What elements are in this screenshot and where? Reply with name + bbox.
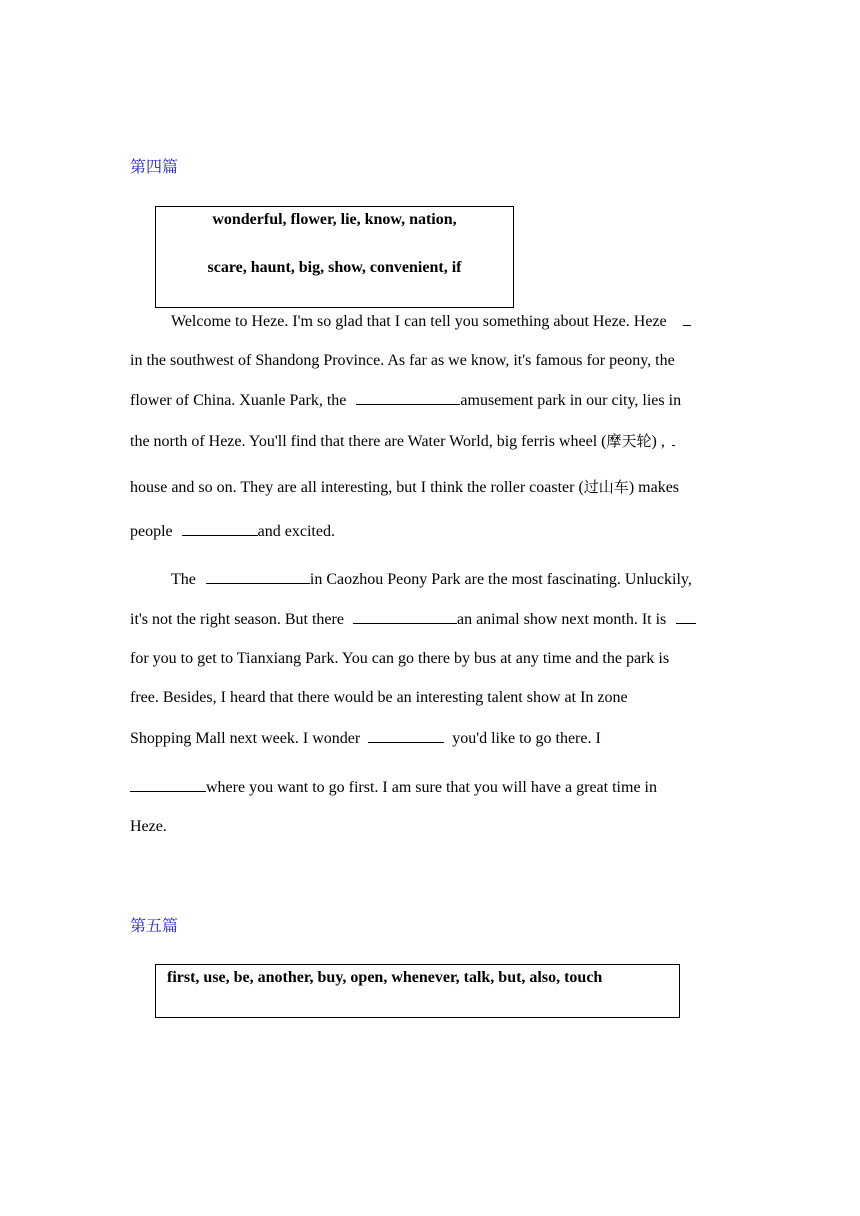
answer-blank-9[interactable]	[130, 777, 206, 792]
answer-blank-3[interactable]	[672, 431, 675, 446]
passage-text: flower of China. Xuanle Park, the	[130, 392, 347, 409]
passage-text: ) makes	[628, 479, 680, 496]
passage-line-3	[130, 390, 730, 411]
passage-line-9: for you to get to Tianxiang Park. You can go there by bus at any time and the park is	[130, 650, 670, 667]
passage-text: people	[130, 523, 173, 540]
passage-line-12	[130, 777, 730, 798]
passage-line-1	[130, 311, 730, 332]
passage-line-2: in the southwest of Shandong Province. As far as we know, it's famous for peony, the	[130, 352, 675, 369]
passage-line-6	[130, 521, 730, 542]
word-bank-line: first, use, be, another, buy, open, whenever, talk, but, also, touch	[167, 969, 603, 986]
answer-blank-1[interactable]	[683, 311, 691, 326]
chinese-gloss: 过山车	[583, 478, 629, 496]
answer-blank-2[interactable]	[356, 390, 460, 405]
passage-text: ) ,	[651, 433, 665, 450]
passage-line-13: Heze.	[130, 818, 167, 835]
answer-blank-6[interactable]	[353, 609, 457, 624]
passage-line-11	[130, 728, 730, 749]
word-bank-box-5	[155, 964, 680, 1018]
passage-text: in Caozhou Peony Park are the most fascinating. Unluckily,	[309, 571, 692, 588]
passage-text: the north of Heze. You'll find that there are Water World, big ferris wheel (	[130, 433, 607, 450]
passage-text: Shopping Mall next week. I wonder	[130, 730, 361, 747]
section-4-heading: 第四篇	[130, 157, 179, 176]
passage-text: you'd like to go there. I	[452, 730, 601, 747]
chinese-gloss: 摩天轮	[606, 432, 652, 450]
passage-line-4	[130, 431, 730, 452]
word-bank-line-1: wonderful, flower, lie, know, nation,	[212, 211, 457, 228]
passage-line-10: free. Besides, I heard that there would be an interesting talent show at In zone	[130, 689, 628, 706]
passage-text: Welcome to Heze. I'm so glad that I can tell you something about Heze. Heze	[171, 313, 667, 330]
answer-blank-8[interactable]	[368, 728, 444, 743]
passage-text: and excited.	[257, 523, 335, 540]
passage-text: amusement park in our city, lies in	[460, 392, 682, 409]
word-bank-box-4	[155, 206, 514, 308]
passage-line-7	[130, 569, 730, 590]
passage-text: it's not the right season. But there	[130, 611, 344, 628]
word-bank-line-2: scare, haunt, big, show, convenient, if	[207, 259, 462, 276]
answer-blank-4[interactable]	[182, 521, 258, 536]
passage-text: an animal show next month. It is	[456, 611, 667, 628]
passage-text: where you want to go first. I am sure that you will have a great time in	[206, 779, 657, 796]
section-5-heading: 第五篇	[130, 916, 179, 935]
passage-text: The	[171, 571, 196, 588]
passage-line-5	[130, 477, 730, 498]
answer-blank-7[interactable]	[676, 609, 696, 624]
passage-line-8	[130, 609, 730, 630]
passage-text: house and so on. They are all interesting, but I think the roller coaster (	[130, 479, 584, 496]
answer-blank-5[interactable]	[206, 569, 310, 584]
